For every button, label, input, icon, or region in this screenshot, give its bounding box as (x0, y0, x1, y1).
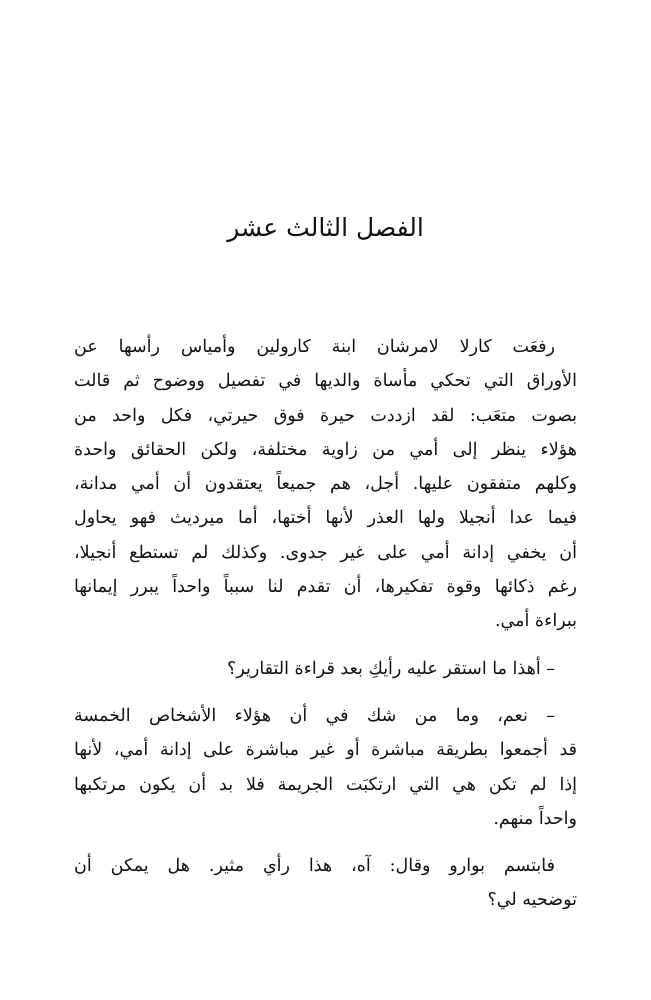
text-line: رغم ذكائها وقوة تفكيرها، أن تقدم لنا سبباً واحداً يبرر إيمانها (74, 577, 577, 598)
text-line: قد أجمعوا بطريقة مباشرة أو غير مباشرة على إدانة أمي، لأنها (74, 740, 577, 761)
paragraph-2 (74, 652, 577, 686)
text-line: – نعم، وما من شك في أن هؤلاء الأشخاص الخمسة (74, 705, 555, 726)
text-line: الأوراق التي تحكي مأساة والديها في تفصيل ووضوح ثم قالت (74, 371, 577, 392)
paragraph-1 (74, 330, 577, 639)
text-line: بصوت متعَب: لقد ازددت حيرة فوق حيرتي، فكل واحد من (74, 405, 577, 426)
text-line: رفعَت كارلا لامرشان ابنة كارولين وأمياس رأسها عن (74, 337, 555, 357)
chapter-title: الفصل الثالث عشر (227, 213, 424, 242)
text-line: ببراءة أمي. (494, 611, 577, 632)
text-line: إذا لم تكن هي التي ارتكبَت الجريمة فلا بد أن يكون مرتكبها (74, 774, 577, 795)
text-line: فابتسم بوارو وقال: آه، هذا رأي مثير. هل يمكن أن (74, 856, 555, 877)
paragraph-3 (74, 699, 577, 836)
text-line: توضحيه لي؟ (487, 890, 577, 911)
text-line: واحداً منهم. (493, 808, 577, 829)
text-line: فيما عدا أنجيلا ولها العذر لأنها أختها، أما ميرديث فهو يحاول (74, 508, 577, 529)
text-line: وكلهم متفقون عليها. أجل، هم جميعاً يعتقدون أن أمي مدانة، (74, 474, 577, 495)
text-line: – أهذا ما استقر عليه رأيكِ بعد قراءة التقارير؟ (227, 658, 555, 679)
chapter-body (74, 330, 577, 918)
paragraph-4 (74, 849, 577, 918)
text-line: أن يخفي إدانة أمي على غير جدوى. وكذلك لم تستطع أنجيلا، (74, 542, 577, 563)
text-line: هؤلاء ينظر إلى أمي من زاوية مختلفة، ولكن الحقائق واحدة (74, 439, 577, 460)
